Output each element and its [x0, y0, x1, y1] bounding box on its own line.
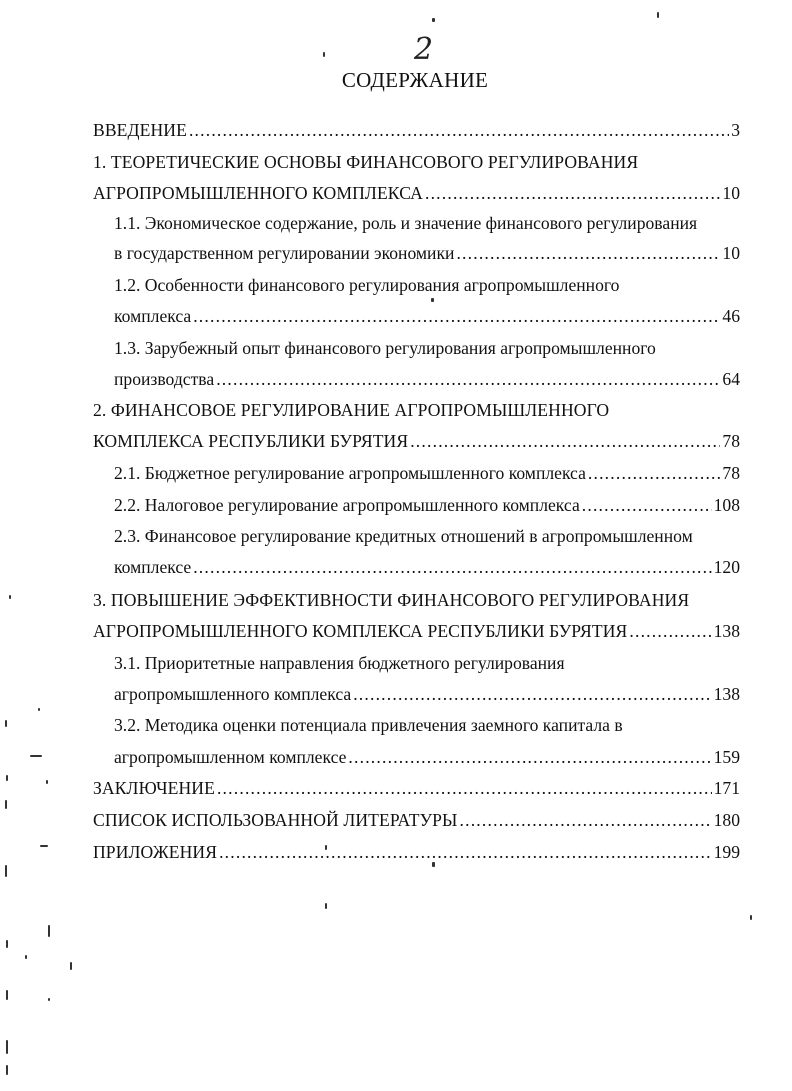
toc-entry-title: производства [114, 369, 215, 389]
toc-entry-title: комплексе [114, 557, 192, 577]
toc-entry-section-1-2 [114, 304, 740, 328]
toc-entry-title: КОМПЛЕКСА РЕСПУБЛИКИ БУРЯТИЯ [93, 431, 409, 451]
toc-entry-chapter-1 [93, 181, 740, 205]
toc-page-number: 78 [722, 431, 740, 451]
dot-leader [629, 619, 711, 643]
scan-speck [9, 595, 11, 599]
scan-speck [750, 915, 752, 920]
dot-leader [193, 555, 711, 579]
scan-speck [70, 962, 72, 970]
toc-entry-title: агропромышленного комплекса [114, 684, 352, 704]
scan-speck [6, 1065, 8, 1075]
toc-entry-section-2-1 [114, 461, 740, 485]
dot-leader [460, 808, 712, 832]
scan-speck [431, 298, 434, 302]
scan-speck [325, 845, 327, 850]
toc-page-number: 108 [713, 495, 740, 515]
toc-entry-section-3-1-line-1: 3.1. Приоритетные направления бюджетного регулирования [114, 653, 565, 673]
toc-page-number: 78 [722, 463, 740, 483]
scan-speck [432, 862, 435, 867]
toc-page-number: 159 [713, 747, 740, 767]
dot-leader [189, 118, 729, 142]
scan-speck [432, 18, 435, 22]
scan-speck [48, 925, 50, 937]
scan-speck [6, 940, 8, 948]
scan-speck [5, 865, 7, 877]
dot-leader [425, 181, 720, 205]
toc-entry-conclusion [93, 776, 740, 800]
toc-entry-introduction [93, 118, 740, 142]
dot-leader [353, 682, 711, 706]
handwritten-page-number: 2 [414, 32, 434, 67]
scan-speck [48, 998, 50, 1001]
scan-speck [657, 12, 659, 18]
dot-leader [193, 304, 720, 328]
dot-leader [582, 493, 712, 517]
toc-entry-title: в государственном регулировании экономики [114, 243, 455, 263]
toc-entry-section-2-3 [114, 555, 740, 579]
dot-leader [216, 367, 720, 391]
toc-entry-section-1-2-line-1: 1.2. Особенности финансового регулирования агропромышленного [114, 275, 620, 295]
toc-page-number: 171 [713, 778, 740, 798]
toc-entry-title: АГРОПРОМЫШЛЕННОГО КОМПЛЕКСА [93, 183, 423, 203]
toc-entry-title: 2.1. Бюджетное регулирование агропромышленного комплекса [114, 463, 586, 483]
toc-entry-section-3-1 [114, 682, 740, 706]
scan-speck [30, 755, 42, 757]
toc-entry-section-1-3 [114, 367, 740, 391]
scan-speck [6, 1040, 8, 1054]
toc-entry-chapter-3 [93, 619, 740, 643]
dot-leader [410, 429, 720, 453]
toc-entry-section-1-1-line-1: 1.1. Экономическое содержание, роль и значение финансового регулирования [114, 213, 698, 233]
toc-entry-section-1-1 [114, 241, 740, 265]
toc-entry-title: 2.2. Налоговое регулирование агропромышленного комплекса [114, 495, 580, 515]
toc-entry-section-1-3-line-1: 1.3. Зарубежный опыт финансового регулирования агропромышленного [114, 338, 656, 358]
toc-page-number: 138 [713, 684, 740, 704]
toc-entry-title: СПИСОК ИСПОЛЬЗОВАННОЙ ЛИТЕРАТУРЫ [93, 810, 458, 830]
page-title: СОДЕРЖАНИЕ [341, 68, 489, 92]
scan-speck [46, 780, 48, 784]
toc-entry-chapter-1-line-1: 1. ТЕОРЕТИЧЕСКИЕ ОСНОВЫ ФИНАНСОВОГО РЕГУЛИРОВАНИЯ [93, 152, 639, 172]
toc-page-number: 3 [731, 120, 740, 140]
toc-entry-title: ЗАКЛЮЧЕНИЕ [93, 778, 215, 798]
toc-entry-title: ВВЕДЕНИЕ [93, 120, 187, 140]
scan-speck [5, 800, 7, 809]
toc-entry-title: комплекса [114, 306, 192, 326]
dot-leader [348, 745, 711, 769]
toc-page-number: 10 [722, 183, 740, 203]
toc-entry-section-3-2-line-1: 3.2. Методика оценки потенциала привлечения заемного капитала в [114, 715, 623, 735]
scan-speck [38, 708, 40, 711]
toc-page-number: 199 [713, 842, 740, 862]
scan-speck [40, 845, 48, 847]
toc-page-number: 64 [722, 369, 740, 389]
toc-page-number: 180 [713, 810, 740, 830]
toc-page-number: 138 [713, 621, 740, 641]
scan-speck [5, 720, 7, 727]
toc-entry-section-2-3-line-1: 2.3. Финансовое регулирование кредитных отношений в агропромышленном [114, 526, 693, 546]
toc-entry-appendices [93, 840, 740, 864]
dot-leader [219, 840, 712, 864]
dot-leader [217, 776, 712, 800]
toc-entry-title: АГРОПРОМЫШЛЕННОГО КОМПЛЕКСА РЕСПУБЛИКИ БУРЯТИЯ [93, 621, 628, 641]
scan-speck [323, 52, 325, 57]
toc-page-number: 46 [722, 306, 740, 326]
toc-entry-chapter-2 [93, 429, 740, 453]
toc-page-number: 10 [722, 243, 740, 263]
toc-entry-title: ПРИЛОЖЕНИЯ [93, 842, 218, 862]
scan-speck [6, 990, 8, 1000]
scan-speck [325, 903, 327, 909]
toc-entry-section-3-2 [114, 745, 740, 769]
toc-entry-section-2-2 [114, 493, 740, 517]
dot-leader [588, 461, 721, 485]
toc-page-number: 120 [713, 557, 740, 577]
toc-entry-references [93, 808, 740, 832]
scan-speck [25, 955, 27, 959]
toc-entry-title: агропромышленном комплексе [114, 747, 347, 767]
toc-entry-chapter-2-line-1: 2. ФИНАНСОВОЕ РЕГУЛИРОВАНИЕ АГРОПРОМЫШЛЕННОГО [93, 400, 610, 420]
scan-speck [6, 775, 8, 781]
toc-entry-chapter-3-line-1: 3. ПОВЫШЕНИЕ ЭФФЕКТИВНОСТИ ФИНАНСОВОГО РЕГУЛИРОВАНИЯ [93, 590, 690, 610]
dot-leader [456, 241, 720, 265]
